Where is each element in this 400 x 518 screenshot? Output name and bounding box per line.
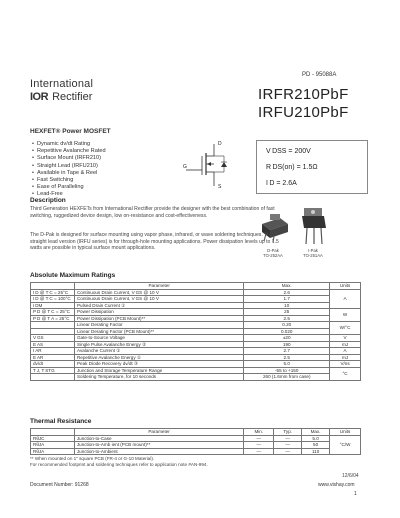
list-item: • Ease of Paralleling xyxy=(32,184,106,191)
value-cell: 2.5 xyxy=(244,315,330,322)
ior-logo-icon: IOR xyxy=(30,91,49,103)
list-item: • Straight Lead (IRFU210) xyxy=(32,163,106,170)
revision-date: 12/6/04 xyxy=(342,473,359,479)
min-cell: — xyxy=(244,442,274,449)
parameter-cell: Continuous Drain Current, V GS @ 10 V xyxy=(74,289,243,296)
typ-cell: — xyxy=(274,448,302,455)
max-cell: 5.0 xyxy=(302,435,330,442)
description-paragraph-2: The D-Pak is designed for surface mounting using vapor phase, infrared, or wave soldering techniques. The straight lead version (IRFU series) is for through-hole mounting applications. Power dissipation levels up to 1.5 watts are possible in typical surface mount applications. xyxy=(30,232,279,252)
parameter-cell: Pulsed Drain Current ① xyxy=(74,302,243,309)
value-cell: ±20 xyxy=(244,335,330,342)
parameter-cell: Junction-to-Amb ient (PCB mount)** xyxy=(74,442,243,449)
unit-cell: mJ xyxy=(330,354,361,361)
parameter-cell: Single Pulse Avalanche Energy ② xyxy=(74,341,243,348)
symbol-cell: E AS xyxy=(31,341,75,348)
product-title: HEXFET® Power MOSFET xyxy=(30,128,111,135)
unit-cell: V/ns xyxy=(330,361,361,368)
absolute-max-ratings-table xyxy=(30,282,361,381)
parameter-cell: Peak Diode Recovery dv/dt ③ xyxy=(74,361,243,368)
parameter-cell: Linear Derating Factor (PCB Mount)** xyxy=(74,328,243,335)
source-label: S xyxy=(218,184,222,190)
package-name: I-Pak xyxy=(308,248,318,253)
document-number: Document Number: 91268 xyxy=(30,482,89,488)
value-cell: 5.0 xyxy=(244,361,330,368)
column-header: Units xyxy=(330,429,361,436)
vdss-spec: V DSS = 200V xyxy=(266,148,311,155)
column-header: Parameter xyxy=(74,283,243,290)
symbol-cell: I D @ T C = 25°C xyxy=(31,289,75,296)
list-item: • Repetitive Avalanche Rated xyxy=(32,148,106,155)
min-cell: — xyxy=(244,435,274,442)
package-name: D-Pak xyxy=(267,248,279,253)
table-row xyxy=(31,374,361,381)
parameter-cell: Power Dissipation xyxy=(74,309,243,316)
symbol-cell: RθJA xyxy=(31,442,75,449)
value-cell: 0.20 xyxy=(244,322,330,329)
gate-label: G xyxy=(183,164,187,170)
unit-cell: W xyxy=(330,309,361,322)
column-header: Max. xyxy=(302,429,330,436)
typ-cell: — xyxy=(274,442,302,449)
symbol-cell: I DM xyxy=(31,302,75,309)
part-number-1: IRFR210PbF xyxy=(258,86,349,103)
typ-cell: — xyxy=(274,435,302,442)
list-item: • Available in Tape & Reel xyxy=(32,170,106,177)
symbol-cell: E AR xyxy=(31,354,75,361)
value-cell: 190 xyxy=(244,341,330,348)
symbol-cell: I AR xyxy=(31,348,75,355)
symbol-cell: P D @ T C = 25°C xyxy=(31,309,75,316)
description-heading: Description xyxy=(30,197,66,204)
mosfet-symbol-icon xyxy=(180,140,240,192)
thermal-heading: Thermal Resistance xyxy=(30,418,92,425)
symbol-cell: RθJA xyxy=(31,448,75,455)
value-cell: 1.7 xyxy=(244,296,330,303)
unit-cell: W/°C xyxy=(330,322,361,335)
max-cell: 110 xyxy=(302,448,330,455)
symbol-cell xyxy=(31,374,75,381)
list-item: • Dynamic dv/dt Rating xyxy=(32,141,106,148)
list-item: • Fast Switching xyxy=(32,177,106,184)
column-header: Parameter xyxy=(74,429,243,436)
column-header: Units xyxy=(330,283,361,290)
parameter-cell: Linear Derating Factor xyxy=(74,322,243,329)
parameter-cell: Gate-to-Source Voltage xyxy=(74,335,243,342)
rds-spec: R DS(on) = 1.5Ω xyxy=(266,164,318,171)
parameter-cell: Power Dissipation (PCB Mount)** xyxy=(74,315,243,322)
unit-cell: °C/W xyxy=(330,435,361,455)
description-paragraph-1: Third Generation HEXFETs from International Rectifier provide the designer with the best combination of fast switching, ruggedized device design, low on-resistance and cost-effectiveness. xyxy=(30,206,275,219)
company-logo-line1: International xyxy=(30,78,94,90)
unit-cell: A xyxy=(330,289,361,309)
parameter-cell: Repetitive Avalanche Energy ① xyxy=(74,354,243,361)
value-cell: 2.6 xyxy=(244,289,330,296)
symbol-cell: dv/dt xyxy=(31,361,75,368)
symbol-cell: P D @ T A = 25°C xyxy=(31,315,75,322)
value-cell: 10 xyxy=(244,302,330,309)
value-cell: 2.5 xyxy=(244,354,330,361)
footnote: ** When mounted on 1" square PCB (FR-4 or G-10 Material). xyxy=(30,456,155,461)
ipak-package-icon xyxy=(296,206,332,246)
package-code: TO-251AA xyxy=(303,253,323,258)
column-header: Typ. xyxy=(274,429,302,436)
symbol-cell: RθJC xyxy=(31,435,75,442)
company-logo-line2 xyxy=(30,91,92,103)
pd-number: PD - 95088A xyxy=(302,72,337,78)
list-item: • Surface Mount (IRFR210) xyxy=(32,155,106,162)
list-item: • Lead-Free xyxy=(32,191,106,198)
value-cell: 2.7 xyxy=(244,348,330,355)
symbol-cell: I D @ T C = 100°C xyxy=(31,296,75,303)
value-cell: -55 to +150 xyxy=(244,367,330,374)
package-code: TO-252AA xyxy=(263,253,283,258)
footnote: For recommended footprint and soldering techniques refer to application note #AN-994. xyxy=(30,462,208,467)
column-header: Max. xyxy=(244,283,330,290)
max-cell: 50 xyxy=(302,442,330,449)
symbol-cell: T J, T STG xyxy=(31,367,75,374)
unit-cell: V xyxy=(330,335,361,342)
value-cell: 0.020 xyxy=(244,328,330,335)
table-row xyxy=(31,448,361,455)
footnotes xyxy=(30,456,208,468)
parameter-cell: Continuous Drain Current, V GS @ 10 V xyxy=(74,296,243,303)
parameter-cell: Avalanche Current ① xyxy=(74,348,243,355)
amr-heading: Absolute Maximum Ratings xyxy=(30,272,116,279)
ipak-caption xyxy=(296,248,330,258)
parameter-cell: Soldering Temperature, for 10 seconds xyxy=(74,374,243,381)
feature-list xyxy=(32,141,106,199)
unit-cell: mJ xyxy=(330,341,361,348)
symbol-cell: V GS xyxy=(31,335,75,342)
unit-cell: A xyxy=(330,348,361,355)
part-number-2: IRFU210PbF xyxy=(258,104,349,121)
parameter-cell: Junction-to-Ambient xyxy=(74,448,243,455)
drain-label: D xyxy=(218,141,222,147)
page-number: 1 xyxy=(354,491,357,497)
website-link[interactable]: www.vishay.com xyxy=(318,482,355,488)
id-spec: I D = 2.6A xyxy=(266,180,297,187)
value-cell: 260 (1.6mm from case) xyxy=(244,374,330,381)
thermal-resistance-table xyxy=(30,428,361,455)
parameter-cell: Junction and Storage Temperature Range xyxy=(74,367,243,374)
unit-cell: °C xyxy=(330,367,361,380)
value-cell: 25 xyxy=(244,309,330,316)
logo-rectifier-text: Rectifier xyxy=(52,91,93,103)
parameter-cell: Junction-to-Case xyxy=(74,435,243,442)
column-header: Min. xyxy=(244,429,274,436)
min-cell: — xyxy=(244,448,274,455)
